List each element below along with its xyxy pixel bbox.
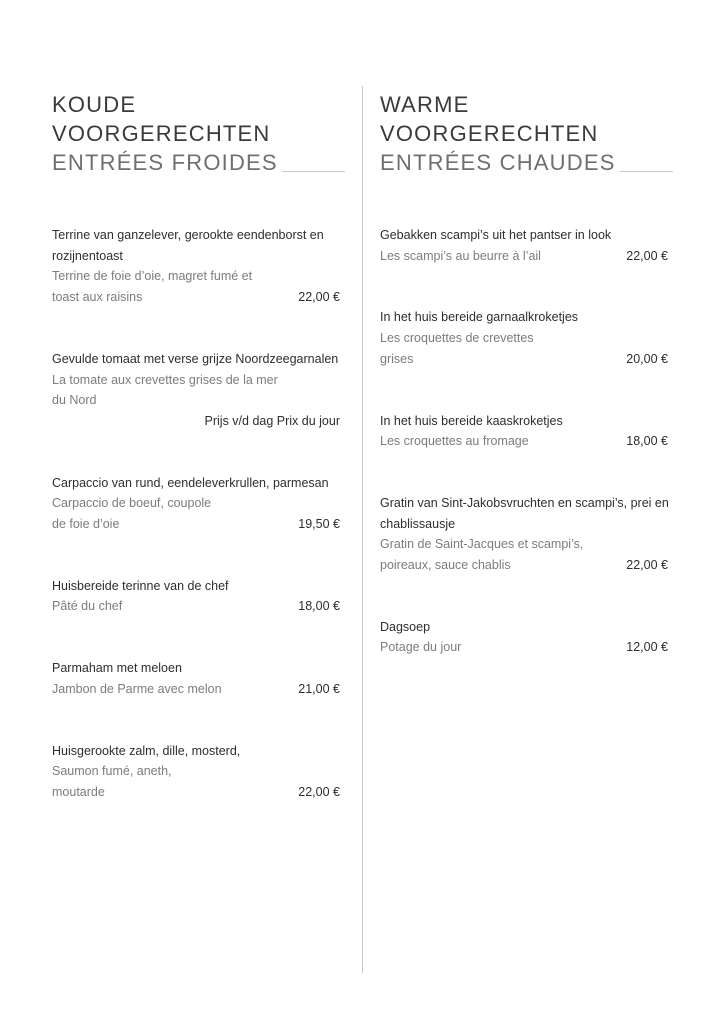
title-rule bbox=[282, 171, 345, 172]
item-price: Prijs v/d dag Prix du jour bbox=[204, 413, 340, 428]
menu-item bbox=[380, 493, 673, 576]
menu-item bbox=[52, 658, 345, 699]
item-name-fr: Saumon fumé, aneth, moutarde bbox=[52, 764, 172, 799]
title-nl-line2: VOORGERECHTEN bbox=[380, 121, 599, 146]
title-fr: ENTRÉES FROIDES bbox=[52, 150, 278, 175]
item-name-fr: Terrine de foie d’oie, magret fumé et toast aux raisins bbox=[52, 269, 253, 305]
item-price: 22,00 € bbox=[626, 248, 668, 263]
item-name: Terrine van ganzelever, gerookte eendenborst en rozijnentoast bbox=[52, 228, 324, 263]
title-nl-line1: KOUDE bbox=[52, 92, 137, 117]
item-price: 22,00 € bbox=[298, 290, 340, 305]
item-price: 20,00 € bbox=[626, 351, 668, 366]
menu-item bbox=[380, 307, 673, 369]
item-name: Gratin van Sint-Jakobsvruchten en scampi’s, prei en chablissausje bbox=[380, 495, 669, 531]
item-name: Gebakken scampi’s uit het pantser in look bbox=[380, 228, 612, 242]
item-name: Parmaham met meloen bbox=[52, 661, 182, 676]
menu-item bbox=[380, 617, 673, 658]
cold-starters-section bbox=[52, 90, 345, 844]
menu-item bbox=[380, 225, 673, 266]
item-name: Huisgerookte zalm, dille, mosterd, bbox=[52, 743, 241, 758]
item-name-fr: Pâté du chef bbox=[52, 599, 123, 614]
item-price: 18,00 € bbox=[298, 599, 340, 614]
menu-item bbox=[52, 349, 345, 432]
column-divider bbox=[362, 86, 363, 973]
title-fr: ENTRÉES CHAUDES bbox=[380, 150, 616, 175]
item-name-fr: Les scampi’s au beurre à l’ail bbox=[380, 248, 541, 263]
item-name: In het huis bereide kaaskroketjes bbox=[380, 413, 563, 428]
title-nl-line1: WARME bbox=[380, 92, 470, 117]
section-title-warm bbox=[380, 90, 673, 177]
warm-starters-section bbox=[380, 90, 673, 699]
item-price: 12,00 € bbox=[626, 640, 668, 655]
item-name-fr: Les croquettes de crevettes grises bbox=[380, 331, 534, 366]
item-price: 18,00 € bbox=[626, 434, 668, 449]
menu-item bbox=[52, 473, 345, 535]
item-name-fr: La tomate aux crevettes grises de la mer du Nord bbox=[52, 372, 278, 408]
item-price: 21,00 € bbox=[298, 681, 340, 696]
item-price: 19,50 € bbox=[298, 517, 340, 532]
item-name-fr: Potage du jour bbox=[380, 640, 462, 655]
item-name: Huisbereide terinne van de chef bbox=[52, 578, 229, 593]
item-name-fr: Gratin de Saint-Jacques et scampi’s, poireaux, sauce chablis bbox=[380, 537, 584, 573]
item-name: Gevulde tomaat met verse grijze Noordzeegarnalen bbox=[52, 351, 339, 366]
item-price: 22,00 € bbox=[626, 558, 668, 573]
title-nl-line2: VOORGERECHTEN bbox=[52, 121, 271, 146]
title-rule bbox=[620, 171, 673, 172]
section-title-cold bbox=[52, 90, 345, 177]
item-name-fr: Carpaccio de boeuf, coupole de foie d’oie bbox=[52, 496, 212, 532]
menu-item bbox=[52, 741, 345, 803]
item-name: Carpaccio van rund, eendeleverkrullen, parmesan bbox=[52, 475, 329, 490]
menu-item bbox=[52, 576, 345, 617]
item-name-fr: Les croquettes au fromage bbox=[380, 434, 529, 449]
menu-item bbox=[380, 411, 673, 452]
item-name-fr: Jambon de Parme avec melon bbox=[52, 681, 222, 696]
item-name: Dagsoep bbox=[380, 619, 431, 634]
item-price: 22,00 € bbox=[298, 784, 340, 799]
item-name: In het huis bereide garnaalkroketjes bbox=[380, 310, 579, 325]
menu-item bbox=[52, 225, 345, 308]
